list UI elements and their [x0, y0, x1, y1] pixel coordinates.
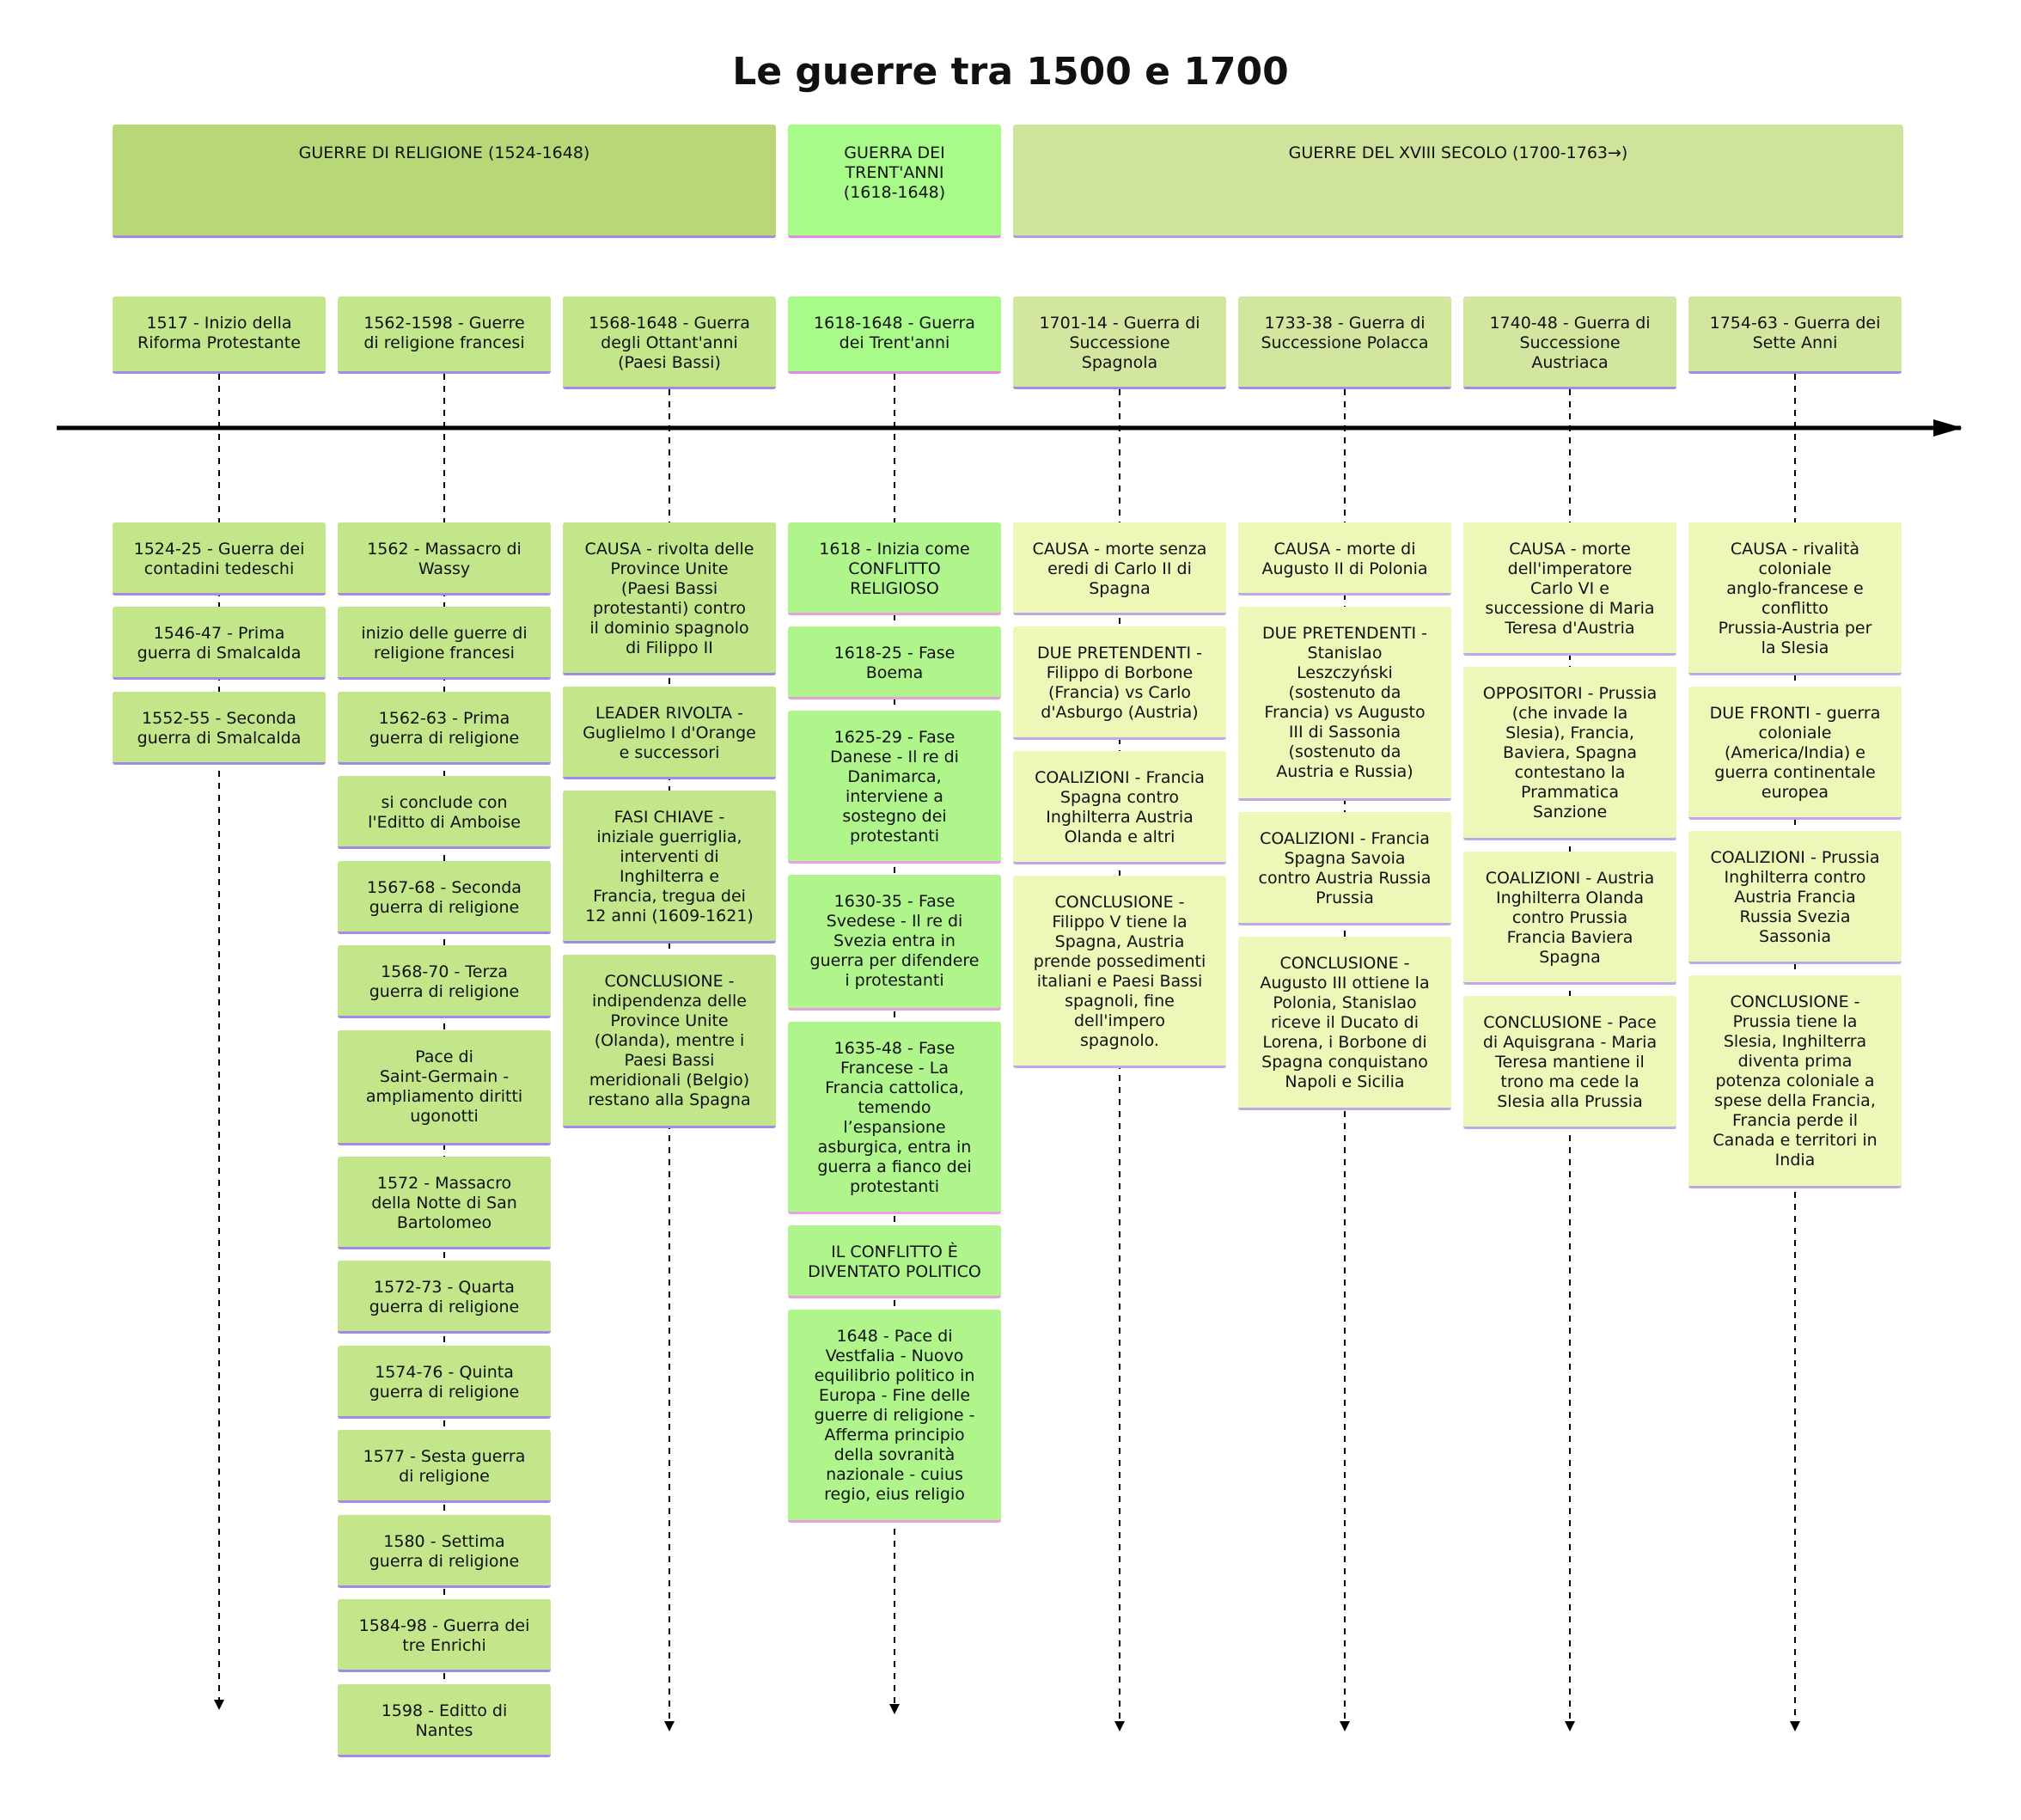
column-header-ottantanni: 1568-1648 - Guerra degli Ottant'anni (Paesi Bassi) [563, 296, 776, 389]
column-header-riforma: 1517 - Inizio della Riforma Protestante [113, 296, 326, 374]
connector-arrowhead [214, 1700, 224, 1710]
event-card: 1562-63 - Prima guerra di religione [338, 692, 551, 765]
connector-arrowhead [1565, 1721, 1575, 1731]
event-card: 1625-29 - Fase Danese - Il re di Danimarca, interviene a sostegno dei protestanti [788, 711, 1001, 864]
event-card: 1524-25 - Guerra dei contadini tedeschi [113, 522, 326, 595]
event-card: CONCLUSIONE - indipendenza delle Province Unite (Olanda), mentre i Paesi Bassi meridionali (Belgio) restano alla Spagna [563, 955, 776, 1128]
event-card: 1635-48 - Fase Francese - La Francia cattolica, temendo l’espansione asburgica, entra in guerra a fianco dei protestanti [788, 1022, 1001, 1214]
event-card: LEADER RIVOLTA - Guglielmo I d'Orange e successori [563, 687, 776, 779]
column-header-successione-austriaca: 1740-48 - Guerra di Successione Austriaca [1463, 296, 1676, 389]
event-card: OPPOSITORI - Prussia (che invade la Slesia), Francia, Baviera, Spagna contestano la Prammatica Sanzione [1463, 667, 1676, 840]
event-card: 1574-76 - Quinta guerra di religione [338, 1346, 551, 1419]
event-card: IL CONFLITTO È DIVENTATO POLITICO [788, 1225, 1001, 1298]
section-guerre-di-religione [113, 125, 776, 238]
page-title: Le guerre tra 1500 e 1700 [732, 50, 1289, 94]
event-card: si conclude con l'Editto di Amboise [338, 776, 551, 849]
column-header-trentanni: 1618-1648 - Guerra dei Trent'anni [788, 296, 1001, 374]
event-card: FASI CHIAVE - iniziale guerriglia, interventi di Inghilterra e Francia, tregua dei 12 anni (1609-1621) [563, 791, 776, 944]
event-card: CAUSA - morte di Augusto II di Polonia [1238, 522, 1451, 595]
section-label: GUERRE DI RELIGIONE (1524-1648) [298, 144, 590, 162]
event-card: DUE FRONTI - guerra coloniale (America/India) e guerra continentale europea [1688, 687, 1902, 820]
event-card: CONCLUSIONE - Pace di Aquisgrana - Maria Teresa mantiene il trono ma cede la Slesia alla Prussia [1463, 996, 1676, 1129]
connector-arrowhead [889, 1704, 900, 1714]
event-card: COALIZIONI - Francia Spagna Savoia contro Austria Russia Prussia [1238, 812, 1451, 925]
event-card: CAUSA - rivalità coloniale anglo-francese e conflitto Prussia-Austria per la Slesia [1688, 522, 1902, 675]
event-card: CAUSA - rivolta delle Province Unite (Paesi Bassi protestanti) contro il dominio spagnolo di Filippo II [563, 522, 776, 675]
event-card: 1618-25 - Fase Boema [788, 626, 1001, 699]
event-card: 1562 - Massacro di Wassy [338, 522, 551, 595]
event-card: 1546-47 - Prima guerra di Smalcalda [113, 607, 326, 680]
column-header-sette-anni: 1754-63 - Guerra dei Sette Anni [1688, 296, 1902, 374]
connector-arrowhead [1340, 1721, 1350, 1731]
event-card: 1648 - Pace di Vestfalia - Nuovo equilibrio politico in Europa - Fine delle guerre di religione - Afferma principio della sovranità nazionale - cuius regio, eius religio [788, 1310, 1001, 1523]
section-label: GUERRE DEL XVIII SECOLO (1700-1763→) [1288, 144, 1628, 162]
event-card: COALIZIONI - Prussia Inghilterra contro Austria Francia Russia Svezia Sassonia [1688, 831, 1902, 964]
section-label: GUERRA DEI TRENT'ANNI (1618-1648) [843, 144, 946, 202]
event-card: 1567-68 - Seconda guerra di religione [338, 861, 551, 934]
event-card: CAUSA - morte senza eredi di Carlo II di Spagna [1013, 522, 1226, 615]
event-card: 1577 - Sesta guerra di religione [338, 1430, 551, 1503]
event-card: 1598 - Editto di Nantes [338, 1684, 551, 1757]
event-card: CAUSA - morte dell'imperatore Carlo VI e successione di Maria Teresa d'Austria [1463, 522, 1676, 656]
event-card: DUE PRETENDENTI - Filippo di Borbone (Francia) vs Carlo d'Asburgo (Austria) [1013, 626, 1226, 740]
event-card: 1572-73 - Quarta guerra di religione [338, 1261, 551, 1334]
event-card: 1552-55 - Seconda guerra di Smalcalda [113, 692, 326, 765]
event-card: 1580 - Settima guerra di religione [338, 1515, 551, 1588]
connector-arrowhead [664, 1721, 675, 1731]
event-card: CONCLUSIONE - Prussia tiene la Slesia, Inghilterra diventa prima potenza coloniale a spese della Francia, Francia perde il Canada e territori in India [1688, 975, 1902, 1188]
event-card: COALIZIONI - Francia Spagna contro Inghilterra Austria Olanda e altri [1013, 751, 1226, 864]
event-card: COALIZIONI - Austria Inghilterra Olanda contro Prussia Francia Baviera Spagna [1463, 852, 1676, 985]
event-card: CONCLUSIONE - Filippo V tiene la Spagna, Austria prende possedimenti italiani e Paesi Bassi spagnoli, fine dell'impero spagnolo. [1013, 876, 1226, 1068]
event-card: inizio delle guerre di religione francesi [338, 607, 551, 680]
column-header-successione-spagnola: 1701-14 - Guerra di Successione Spagnola [1013, 296, 1226, 389]
event-card: 1630-35 - Fase Svedese - Il re di Svezia entra in guerra per difendere i protestanti [788, 875, 1001, 1011]
event-card: CONCLUSIONE - Augusto III ottiene la Polonia, Stanislao riceve il Ducato di Lorena, i Borbone di Spagna conquistano Napoli e Sicilia [1238, 937, 1451, 1110]
column-header-guerre-francesi: 1562-1598 - Guerre di religione francesi [338, 296, 551, 374]
connector-arrowhead [1114, 1721, 1125, 1731]
event-card: Pace di Saint-Germain - ampliamento diritti ugonotti [338, 1030, 551, 1145]
section-guerra-trentanni [788, 125, 1001, 238]
column-header-successione-polacca: 1733-38 - Guerra di Successione Polacca [1238, 296, 1451, 389]
section-guerre-xviii-secolo [1013, 125, 1903, 238]
event-card: 1584-98 - Guerra dei tre Enrichi [338, 1599, 551, 1672]
event-card: 1618 - Inizia come CONFLITTO RELIGIOSO [788, 522, 1001, 615]
connector-arrowhead [1790, 1721, 1800, 1731]
event-card: DUE PRETENDENTI - Stanislao Leszczyński (sostenuto da Francia) vs Augusto III di Sassonia (sostenuto da Austria e Russia) [1238, 607, 1451, 801]
event-card: 1572 - Massacro della Notte di San Bartolomeo [338, 1157, 551, 1249]
event-card: 1568-70 - Terza guerra di religione [338, 945, 551, 1018]
timeline-axis-arrowhead [1933, 419, 1963, 437]
